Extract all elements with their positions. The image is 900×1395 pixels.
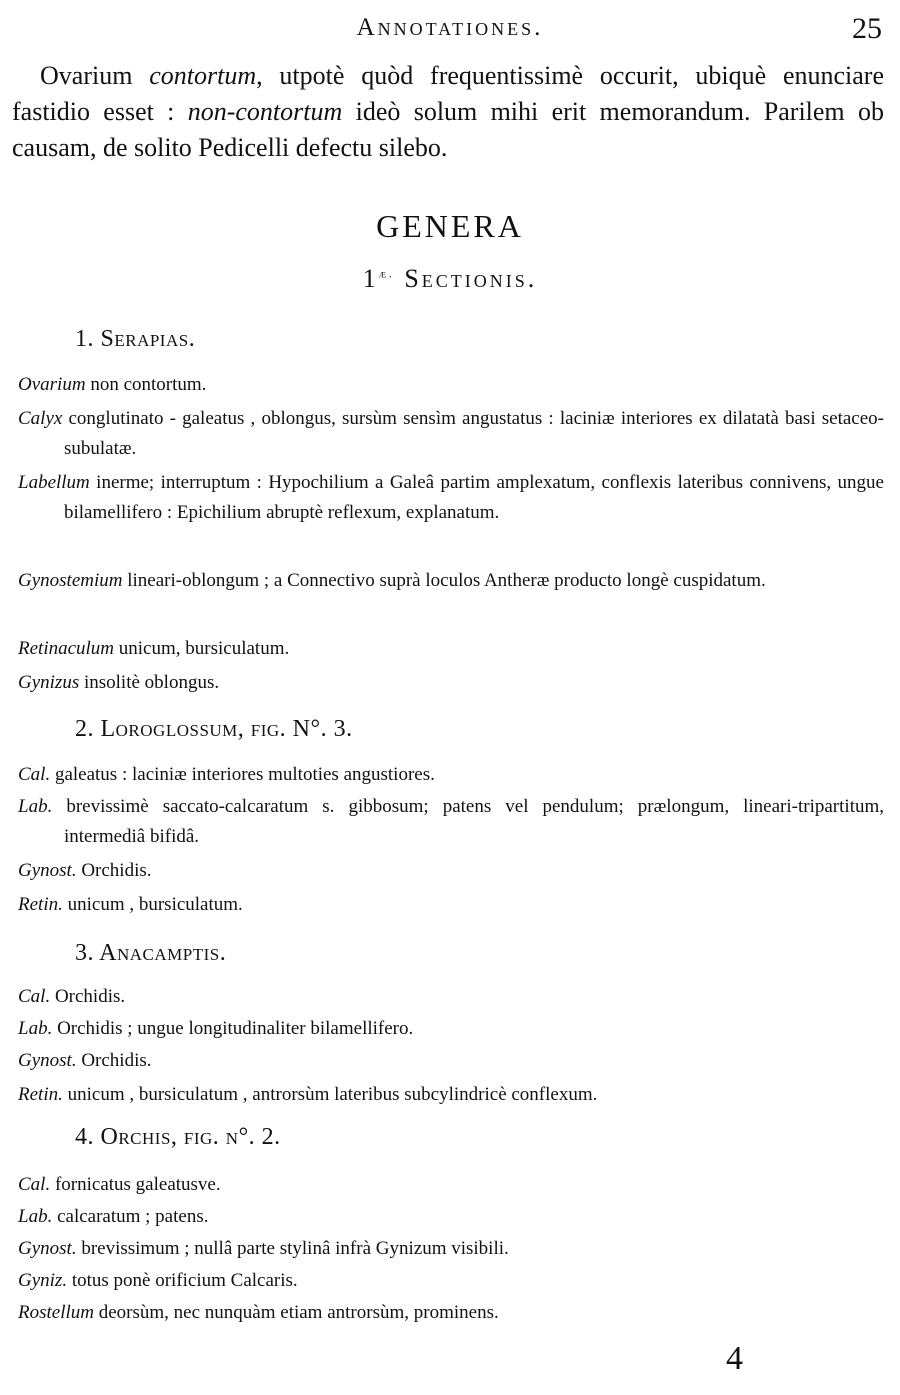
genus-heading: 4. Orchis, fig. n°. 2. (75, 1124, 281, 1150)
entry-description: calcaratum ; patens. (52, 1206, 209, 1227)
entry-description: inerme; interruptum : Hypochilium a Galeâ partim amplexatum, conflexis lateribus connivens, ungue bilamellifero : Epichilium abruptè reflexum, explanatum. (64, 472, 884, 523)
character-entry (18, 982, 884, 1012)
entry-term: Lab. (18, 796, 53, 817)
entry-description: unicum , bursiculatum , antrorsùm lateribus subcylindricè conflexum. (62, 1084, 598, 1105)
entry-description: deorsùm, nec nunquàm etiam antrorsùm, prominens. (94, 1302, 499, 1323)
section-label: Sectionis. (404, 264, 538, 293)
entry-term: Labellum (18, 472, 90, 493)
entry-term: Gynizus (18, 672, 80, 693)
entry-term: Rostellum (18, 1302, 94, 1323)
character-entry (18, 760, 884, 790)
character-entry (18, 792, 884, 852)
signature-mark: 4 (726, 1340, 743, 1377)
character-entry (18, 1046, 884, 1076)
character-entry (18, 1234, 884, 1264)
entry-description: Orchidis ; ungue longitudinaliter bilamellifero. (52, 1018, 414, 1039)
character-entry (18, 1170, 884, 1200)
entry-term: Gynost. (18, 1238, 77, 1259)
entry-description: brevissimum ; nullâ parte stylinâ infrà Gynizum visibili. (76, 1238, 509, 1259)
section-ordinal-sup: æ. (378, 266, 395, 281)
entry-description: lineari-oblongum ; a Connectivo suprà loculos Antheræ producto longè cuspidatum. (122, 570, 766, 591)
entry-description: Orchidis. (76, 860, 152, 881)
entry-term: Cal. (18, 986, 51, 1007)
character-entry (18, 404, 884, 464)
intro-text: Ovarium (40, 61, 150, 90)
entry-term: Retin. (18, 1084, 63, 1105)
running-title: Annotationes. (356, 14, 544, 41)
intro-text: , utpotè quòd frequentissimè occurit, ubiquè enunciare fastidio esset : (12, 61, 885, 126)
genus-heading: 3. Anacamptis. (75, 940, 227, 966)
character-entry (18, 1266, 884, 1296)
character-entry (18, 634, 884, 664)
character-entry (18, 1298, 884, 1328)
entry-term: Gynost. (18, 860, 77, 881)
genera-title: GENERA (376, 208, 524, 244)
entry-description: unicum , bursiculatum. (62, 894, 243, 915)
intro-term: non-contortum (187, 97, 343, 126)
page-number: 25 (852, 12, 882, 45)
character-entry (18, 566, 884, 596)
intro-term: contortum (149, 61, 257, 90)
entry-description: fornicatus galeatusve. (50, 1174, 221, 1195)
genus-heading: 1. Serapias. (75, 326, 196, 352)
character-entry (18, 1202, 884, 1232)
entry-term: Retinaculum (18, 638, 115, 659)
entry-description: conglutinato - galeatus , oblongus, sursùm sensìm angustatus : laciniæ interiores ex dilatatà basi setaceo-subulatæ. (62, 408, 884, 459)
entry-term: Cal. (18, 764, 51, 785)
entry-description: brevissimè saccato-calcaratum s. gibbosum; patens vel pendulum; prælongum, lineari-tripartitum, intermediâ bifidâ. (52, 796, 884, 847)
character-entry (18, 890, 884, 920)
entry-term: Gyniz. (18, 1270, 68, 1291)
section-ordinal: 1 (362, 264, 379, 293)
entry-term: Lab. (18, 1206, 53, 1227)
entry-description: totus ponè orificium Calcaris. (67, 1270, 298, 1291)
character-entry (18, 370, 884, 400)
entry-term: Retin. (18, 894, 63, 915)
entry-description: galeatus : laciniæ interiores multoties angustiores. (50, 764, 435, 785)
entry-term: Gynostemium (18, 570, 123, 591)
character-entry (18, 856, 884, 886)
character-entry (18, 668, 884, 698)
entry-description: insolitè oblongus. (79, 672, 220, 693)
genus-heading: 2. Loroglossum, fig. N°. 3. (75, 716, 353, 742)
entry-description: Orchidis. (76, 1050, 152, 1071)
intro-paragraph (12, 58, 884, 166)
character-entry (18, 468, 884, 528)
entry-term: Calyx (18, 408, 63, 429)
entry-term: Gynost. (18, 1050, 77, 1071)
section-heading (0, 264, 900, 294)
entry-description: non contortum. (85, 374, 207, 395)
entry-description: Orchidis. (50, 986, 126, 1007)
entry-term: Cal. (18, 1174, 51, 1195)
entry-description: unicum, bursiculatum. (114, 638, 290, 659)
intro-text: ideò solum mihi erit memorandum. Parilem ob causam, de solito Pedicelli defectu silebo. (12, 97, 884, 162)
character-entry (18, 1014, 884, 1044)
entry-term: Lab. (18, 1018, 53, 1039)
entry-term: Ovarium (18, 374, 86, 395)
character-entry (18, 1080, 884, 1110)
